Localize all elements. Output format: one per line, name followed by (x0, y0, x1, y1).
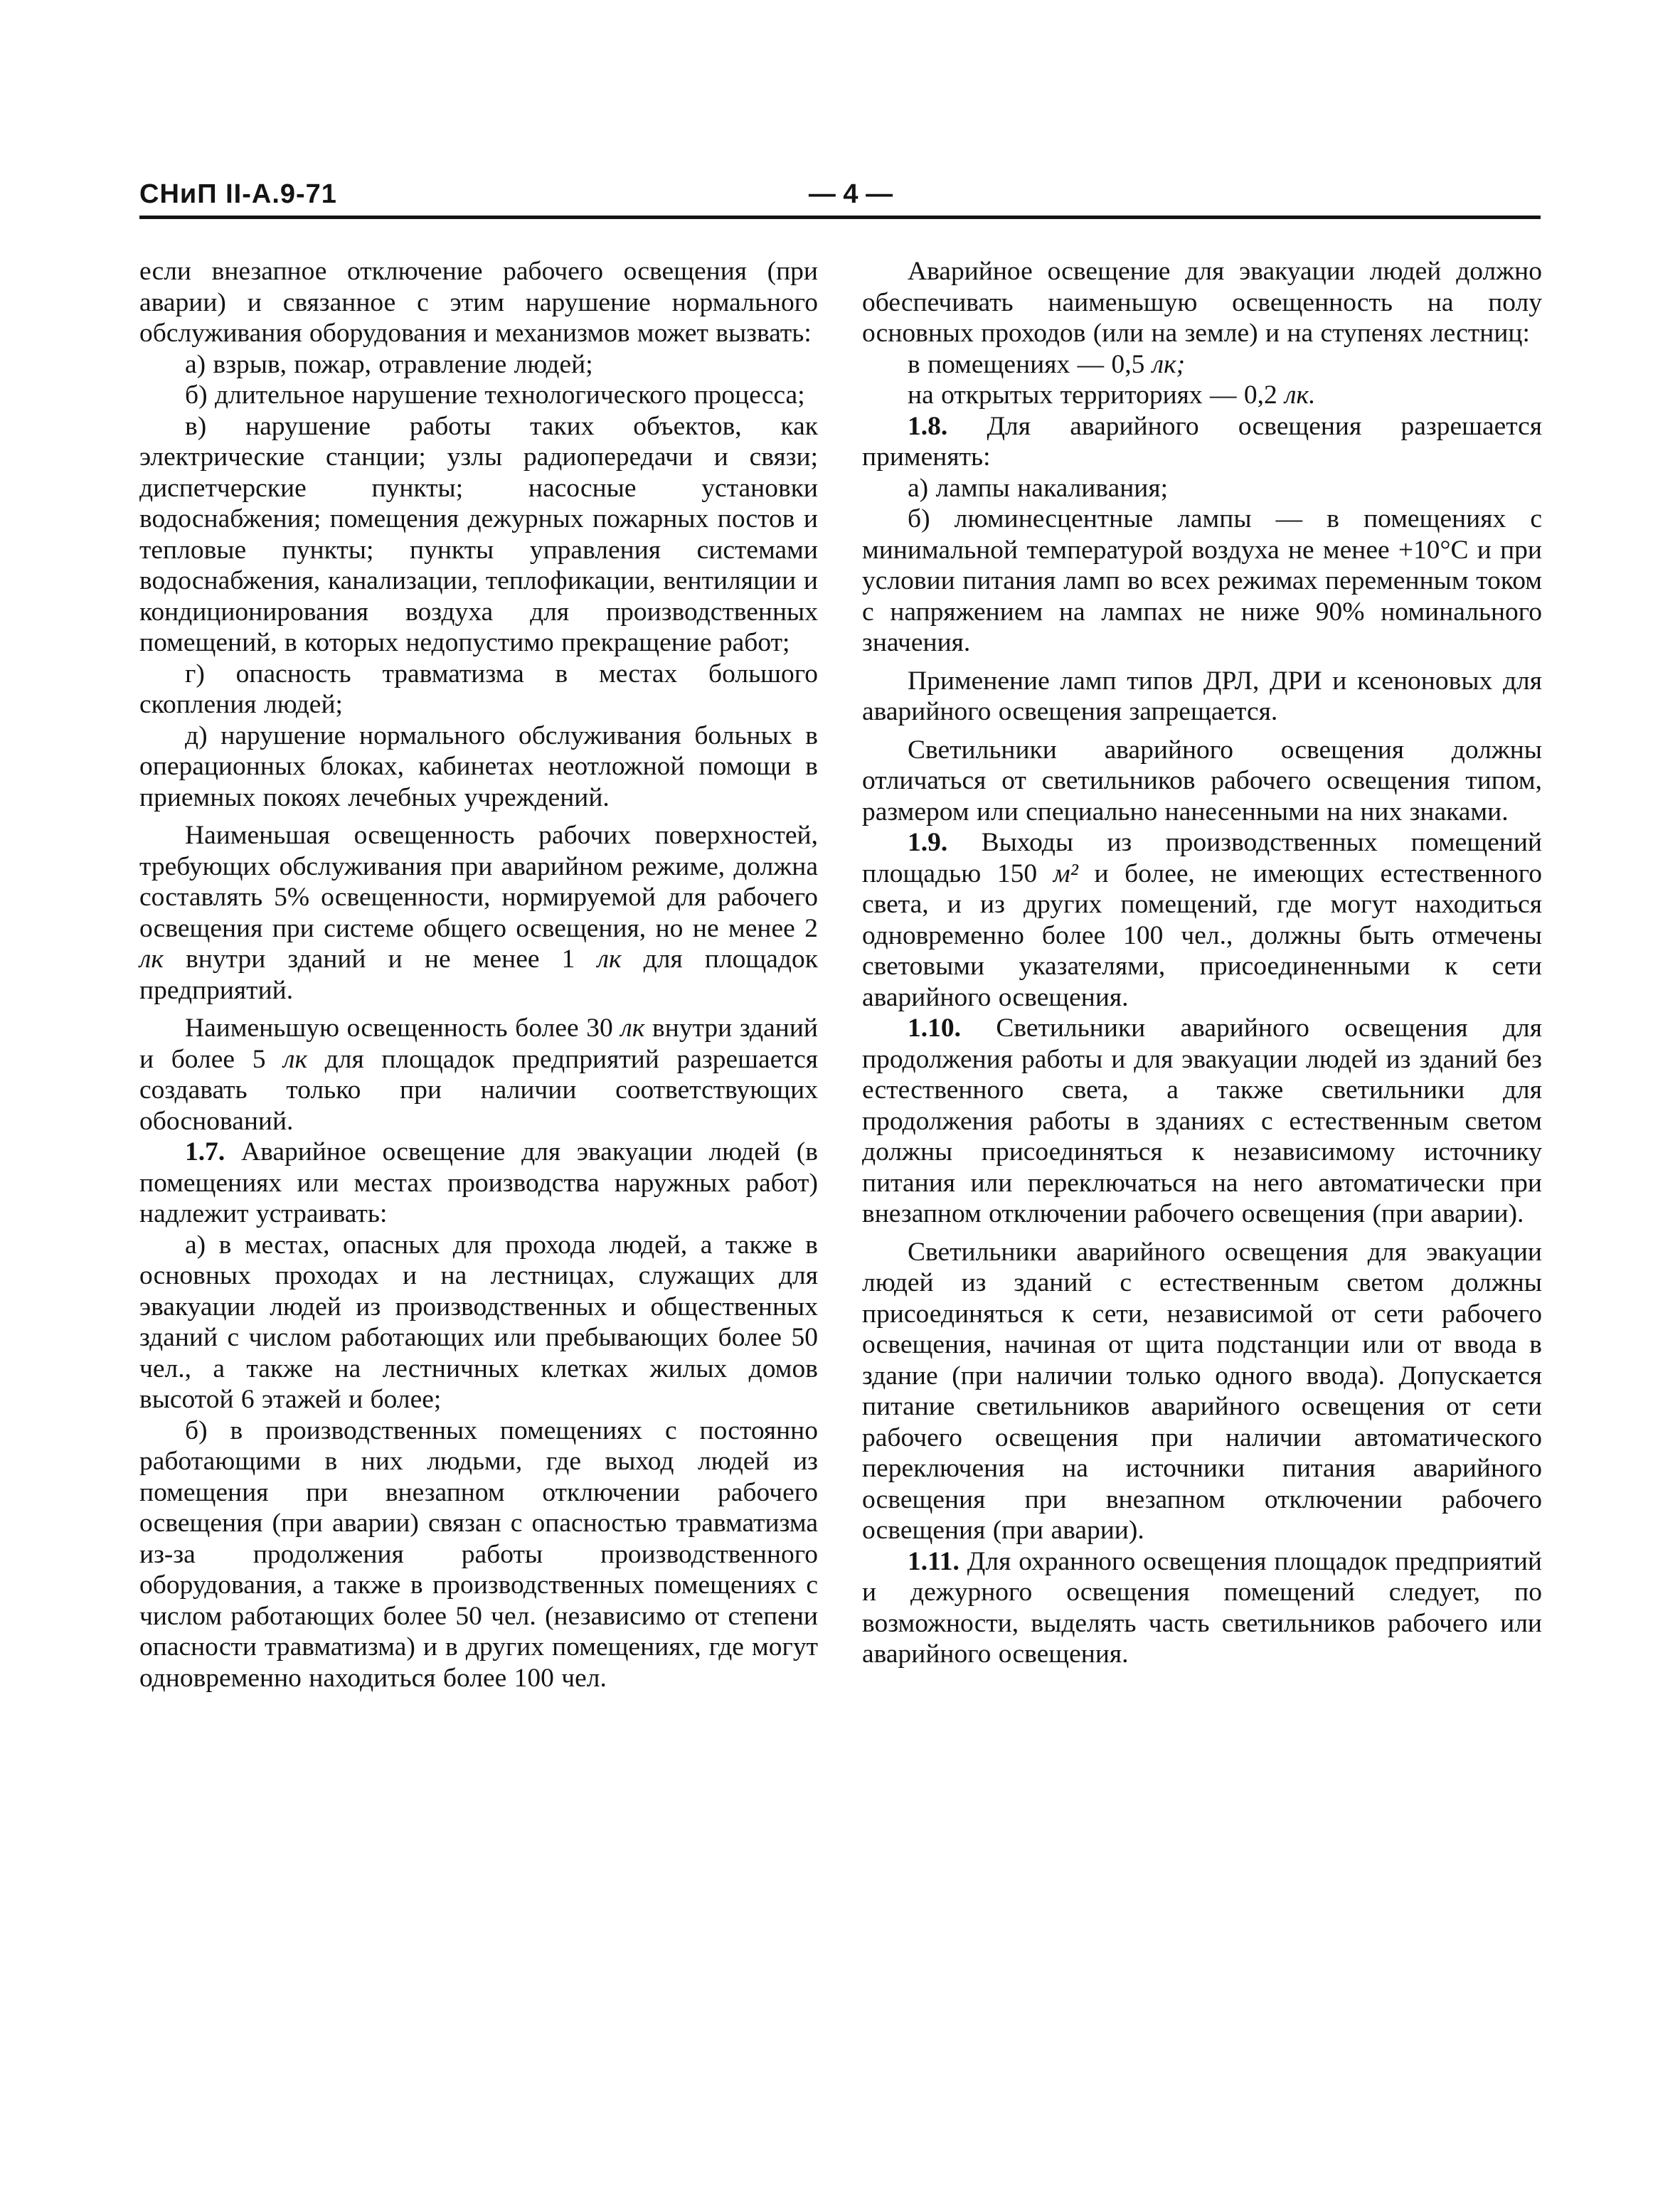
page-header (139, 179, 1541, 216)
paragraph: Применение ламп типов ДРЛ, ДРИ и ксеноновых для аварийного освещения запрещается. (862, 666, 1542, 726)
list-item: в помещениях — 0,5 лк; (908, 349, 1186, 379)
page-number: — 4 — (808, 179, 893, 209)
section-number: 1.10. (908, 1014, 961, 1043)
list-item: а) лампы накаливания; (908, 473, 1169, 503)
section-1-10: 1.10. Светильники аварийного освещения для продолжения работы и для эвакуации людей из зданий без естественного света, а также светильники для продолжения работы в зданиях с естественным светом должны присоединяться к независимому источнику питания или переключаться на него автоматически при внезапном отключении рабочего освещения (при аварии). (862, 1014, 1542, 1228)
paragraph: если внезапное отключение рабочего освещения (при аварии) и связанное с этим нарушение нормального обслуживания оборудования и механизмов может вызвать: (139, 257, 818, 348)
list-item: б) в производственных помещениях с постоянно работающими в них людьми, где выход людей из помещения при внезапном отключении рабочего освещения (при аварии) связан с опасностью травматизма из-за продолжения работы производственного оборудования, а также в производственных помещениях с числом работающих более 50 чел. (независимо от степени опасности травматизма) и в других помещениях, где могут одновременно находиться более 100 чел. (139, 1415, 818, 1693)
section-1-11: 1.11. Для охранного освещения площадок предприятий и дежурного освещения помещений следует, по возможности, выделять часть светильников рабочего или аварийного освещения. (862, 1546, 1542, 1669)
list-item: г) опасность травматизма в местах большого скопления людей; (139, 659, 818, 719)
section-number: 1.9. (908, 828, 948, 857)
right-column (862, 256, 1542, 1670)
section-1-9: 1.9. Выходы из производственных помещений площадью 150 м² и более, не имеющих естественного света, и из других помещений, где могут находиться одновременно более 100 чел., должны быть отмечены световыми указателями, присоединенными к сети аварийного освещения. (862, 828, 1543, 1012)
section-number: 1.8. (908, 411, 948, 441)
paragraph: Светильники аварийного освещения должны отличаться от светильников рабочего освещения типом, размером или специально нанесенными на них знаками. (862, 735, 1542, 826)
list-item: б) люминесцентные лампы — в помещениях с минимальной температурой воздуха не менее +10°С и при условии питания ламп во всех режимах переменным током с напряжением на лампах не ниже 90% номинального значения. (862, 504, 1542, 657)
list-item: б) длительное нарушение технологического процесса; (185, 381, 805, 410)
paragraph: Наименьшая освещенность рабочих поверхностей, требующих обслуживания при аварийном режиме, должна составлять 5% освещенности, нормируемой для рабочего освещения при системе общего освещения, но не менее 2 лк внутри зданий и не менее 1 лк для площадок предприятий. (139, 821, 818, 1005)
left-column (139, 256, 818, 1694)
section-number: 1.11. (908, 1546, 959, 1576)
paragraph: Светильники аварийного освещения для эвакуации людей из зданий с естественным светом должны присоединяться к сети, независимой от сети рабочего освещения, начиная от щита подстанции или от ввода в здание (при наличии только одного ввода). Допускается питание светильников аварийного освещения от сети рабочего освещения при наличии автоматического переключения на источники питания аварийного освещения при внезапном отключении рабочего освещения (при аварии). (862, 1237, 1542, 1545)
list-item: а) в местах, опасных для прохода людей, а также в основных проходах и на лестницах, служащих для эвакуации людей из производственных и общественных зданий с числом работающих или пребывающих более 50 чел., а также на лестничных клетках жилых домов высотой 6 этажей и более; (139, 1230, 818, 1414)
paragraph: Наименьшую освещенность более 30 лк внутри зданий и более 5 лк для площадок предприятий разрешается создавать только при наличии соответствующих обоснований. (139, 1014, 819, 1136)
list-item: в) нарушение работы таких объектов, как электрические станции; узлы радиопередачи и связи; диспетчерские пункты; насосные установки водоснабжения; помещения дежурных пожарных постов и тепловые пункты; пункты управления системами водоснабжения, канализации, теплофикации, вентиляции и кондиционирования воздуха для производственных помещений, в которых недопустимо прекращение работ; (139, 411, 818, 657)
list-item: на открытых территориях — 0,2 лк. (908, 381, 1316, 410)
document-code: СНиП II-А.9-71 (139, 179, 337, 209)
section-1-7: 1.7. Аварийное освещение для эвакуации людей (в помещениях или местах производства наружных работ) надлежит устраивать: (139, 1137, 818, 1228)
section-1-8: 1.8. Для аварийного освещения разрешается применять: (862, 411, 1542, 472)
list-item: а) взрыв, пожар, отравление людей; (185, 349, 593, 379)
list-item: д) нарушение нормального обслуживания больных в операционных блоках, кабинетах неотложной помощи в приемных покоях лечебных учреждений. (139, 721, 818, 812)
paragraph: Аварийное освещение для эвакуации людей должно обеспечивать наименьшую освещенность на полу основных проходов (или на земле) и на ступенях лестниц: (862, 257, 1542, 348)
section-number: 1.7. (185, 1137, 225, 1166)
header-rule (139, 216, 1541, 219)
